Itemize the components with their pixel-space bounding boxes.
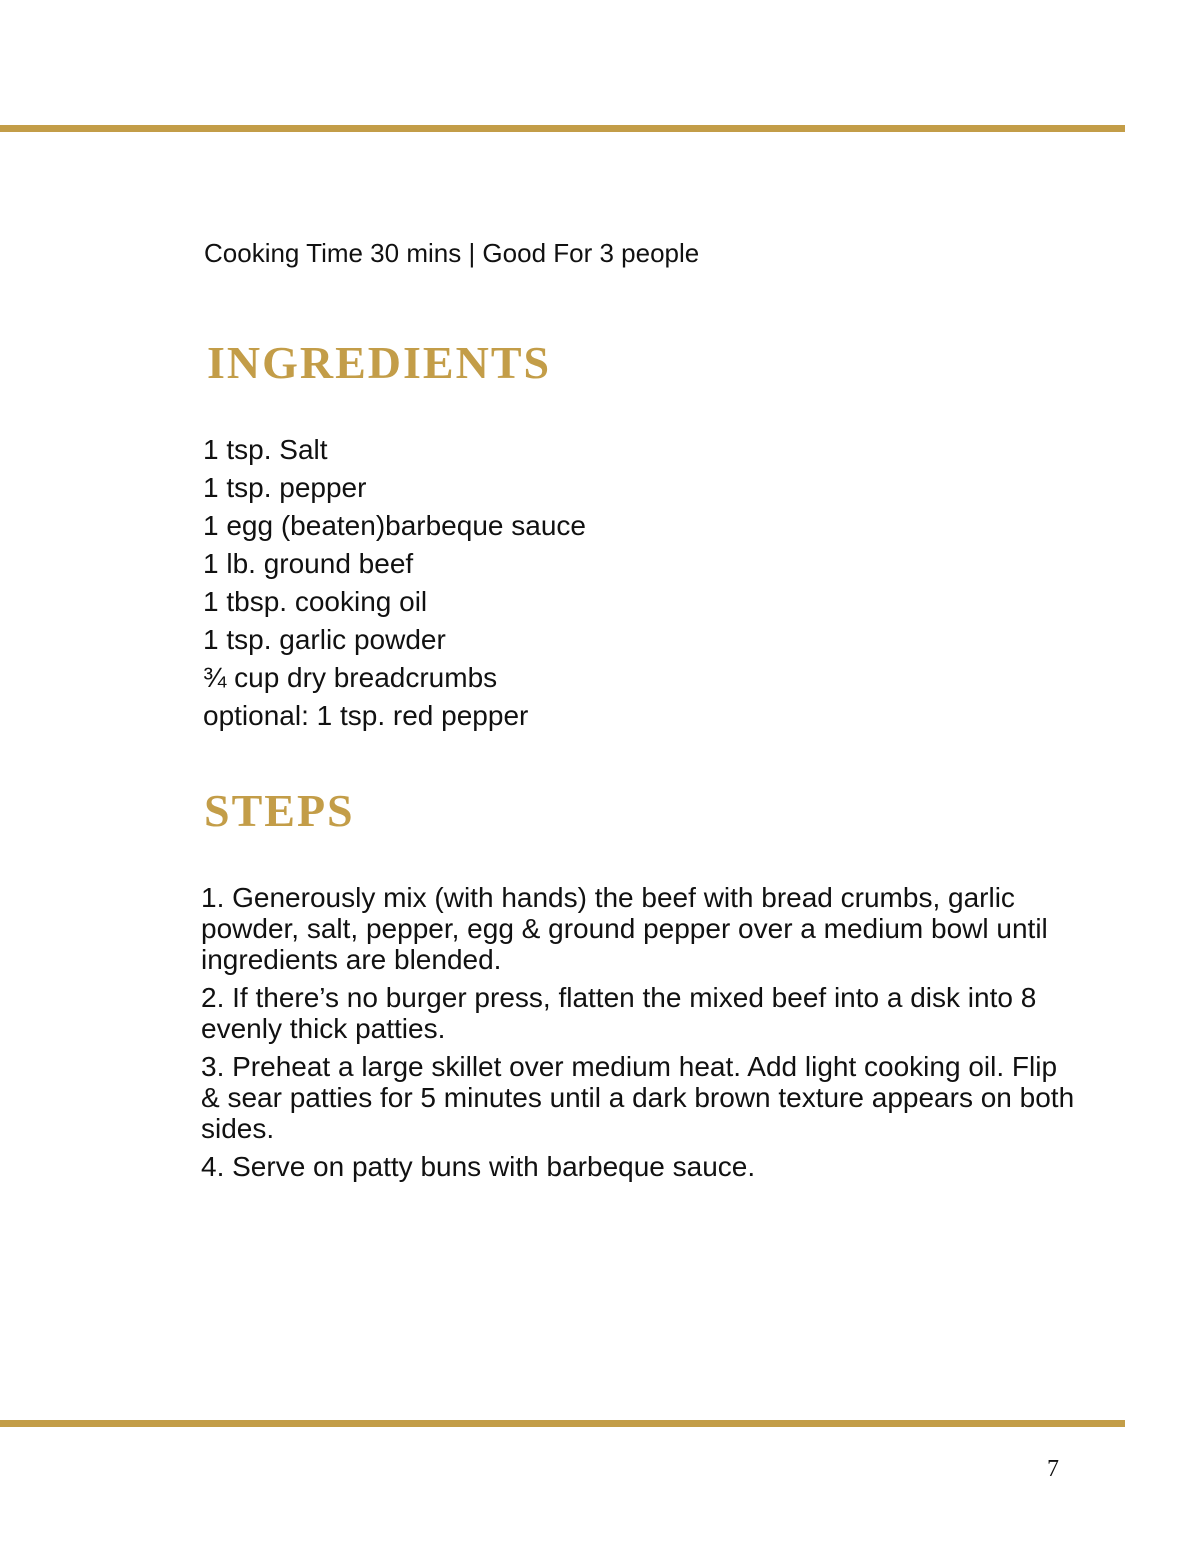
ingredients-list <box>203 431 586 735</box>
cooking-meta: Cooking Time 30 mins | Good For 3 people <box>204 238 700 268</box>
bottom-divider <box>0 1420 1125 1427</box>
ingredient-item: 1 egg (beaten)barbeque sauce <box>203 510 586 541</box>
step-item: 3. Preheat a large skillet over medium heat. Add light cooking oil. Flip & sear patties for 5 minutes until a dark brown texture appears on both sides. <box>201 1051 1075 1144</box>
ingredient-item: optional: 1 tsp. red pepper <box>203 700 529 731</box>
ingredient-item: 1 tbsp. cooking oil <box>203 586 428 617</box>
ingredients-heading: INGREDIENTS <box>207 337 552 388</box>
step-item: 1. Generously mix (with hands) the beef with bread crumbs, garlic powder, salt, pepper, egg & ground pepper over a medium bowl until ingredients are blended. <box>201 882 1048 975</box>
ingredient-item: 1 tsp. garlic powder <box>203 624 446 655</box>
ingredient-item: ¾ cup dry breadcrumbs <box>203 662 498 693</box>
steps-list <box>201 882 1081 1189</box>
ingredient-item: 1 lb. ground beef <box>203 548 414 579</box>
ingredient-item: 1 tsp. Salt <box>203 434 328 465</box>
ingredient-item: 1 tsp. pepper <box>203 472 367 503</box>
step-item: 4. Serve on patty buns with barbeque sauce. <box>201 1151 756 1182</box>
page-number: 7 <box>1047 1456 1059 1482</box>
top-divider <box>0 125 1125 132</box>
steps-heading: STEPS <box>204 785 355 836</box>
step-item: 2. If there’s no burger press, flatten the mixed beef into a disk into 8 evenly thick patties. <box>201 982 1037 1044</box>
